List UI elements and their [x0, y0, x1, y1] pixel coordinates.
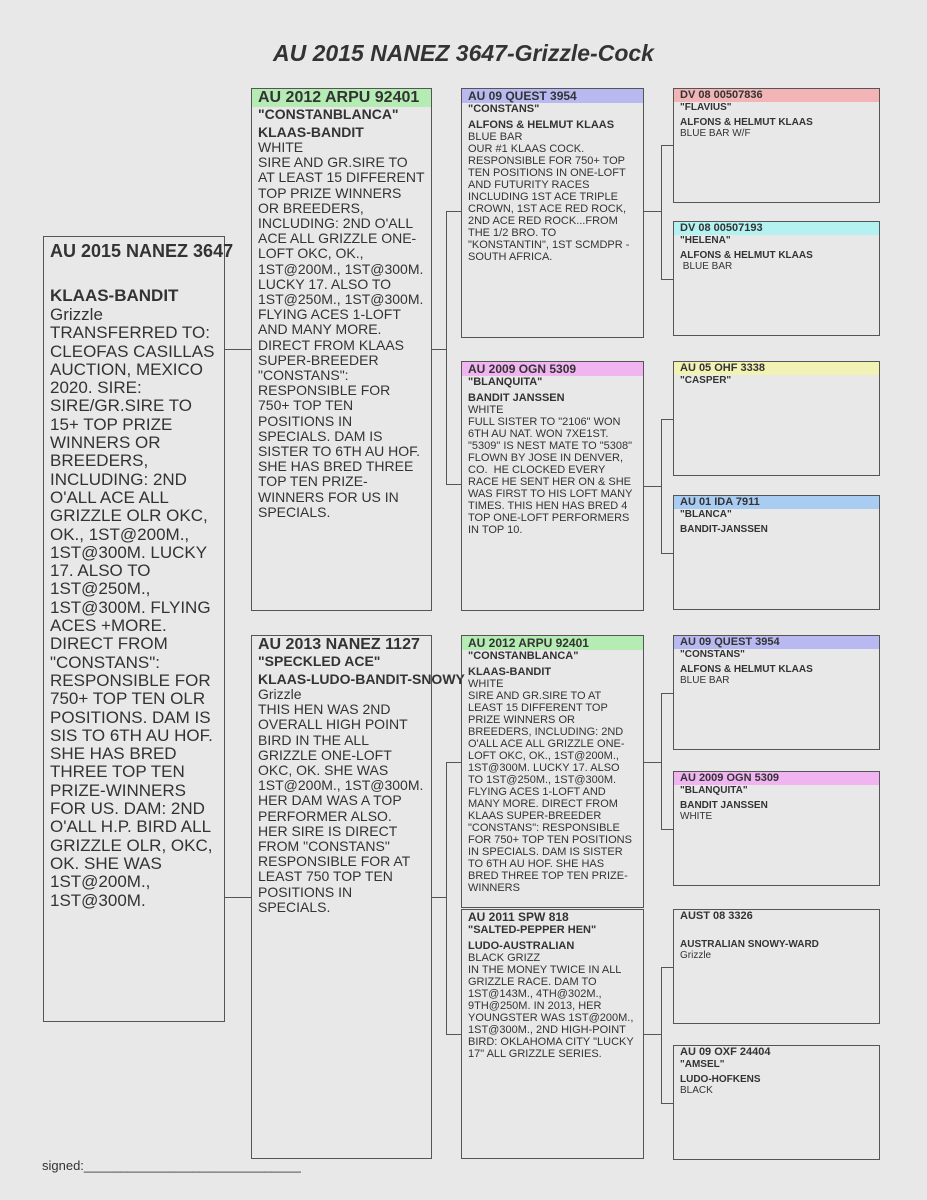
sds-nickname: "CASPER": [680, 375, 732, 386]
sss-nickname: "FLAVIUS": [680, 102, 732, 113]
sire-sire-band: AU 09 QUEST 3954: [462, 89, 643, 103]
subject-notes: TRANSFERRED TO: CLEOFAS CASILLAS AUCTION, MEXICO 2020. SIRE: SIRE/GR.SIRE TO 15+ TOP PRIZE WINNERS OR BREEDERS, INCLUDING: 2ND O'ALL ACE ALL GRIZZLE OLR OKC, OK., 1ST@200M., 1ST@300M. LUCKY 17. ALSO TO 1ST@250M., 1ST@300M. FLYING ACES +MORE. DIRECT FROM "CONSTANS": RESPONSIBLE FOR 750+ TOP TEN OLR POSITIONS. DAM IS SIS TO 6TH AU HOF. SHE HAS BRED THREE TOP TEN PRIZE-WINNERS FOR US. DAM: 2ND O'ALL H.P. BIRD ALL GRIZZLE OLR, OKC, OK. SHE WAS 1ST@200M., 1ST@300M.: [50, 323, 219, 910]
dam-name: KLAAS-LUDO-BANDIT-SNOWY: [258, 671, 465, 687]
dam-sire-name: KLAAS-BANDIT: [468, 666, 552, 678]
connector-dam-top: [446, 762, 461, 763]
dam-dam-nickname: "SALTED-PEPPER HEN": [468, 924, 597, 936]
sire-dam-nickname: "BLANQUITA": [468, 376, 543, 388]
connector-sire-h: [432, 349, 446, 350]
subject-card: [43, 236, 234, 1022]
sdd-card: [673, 495, 880, 610]
connector-subject-sire-h: [225, 349, 251, 350]
dds-name: AUSTRALIAN SNOWY-WARD: [680, 939, 819, 950]
dam-color: Grizzle: [258, 686, 302, 702]
sire-sire-nickname: "CONSTANS": [468, 103, 540, 115]
dam-sire-card: [461, 635, 644, 908]
dds-band: AUST 08 3326: [680, 910, 753, 922]
ddd-color: BLACK: [680, 1085, 713, 1096]
dam-nickname: "SPECKLED ACE": [258, 653, 381, 669]
sire-sire-card: [461, 88, 644, 338]
connector-sd-bot: [661, 553, 673, 554]
dam-sire-color: WHITE: [468, 678, 504, 690]
dsd-nickname: "BLANQUITA": [680, 785, 748, 796]
connector-sd-top: [661, 419, 673, 420]
dam-band: AU 2013 NANEZ 1127: [258, 636, 420, 653]
connector-ss-h: [644, 211, 661, 212]
sire-dam-name: BANDIT JANSSEN: [468, 392, 565, 404]
ddd-nickname: "AMSEL": [680, 1059, 725, 1070]
connector-ds-h: [644, 762, 661, 763]
sire-color: WHITE: [258, 139, 304, 155]
dam-sire-band: AU 2012 ARPU 92401: [462, 636, 643, 650]
dam-notes: THIS HEN WAS 2ND OVERALL HIGH POINT BIRD IN THE ALL GRIZZLE ONE-LOFT OKC, OK. SHE WAS 1ST@200M., 1ST@300M. HER DAM WAS A TOP PERFORMER ALSO. HER SIRE IS DIRECT FROM "CONSTANS" RESPONSIBLE FOR AT LEAST 750 TOP TEN POSITIONS IN SPECIALS.: [258, 701, 428, 915]
dam-dam-card: [461, 909, 644, 1159]
ssd-name: ALFONS & HELMUT KLAAS: [680, 250, 813, 261]
connector-dam-bot: [446, 1034, 461, 1035]
sdd-nickname: "BLANCA": [680, 509, 732, 520]
dss-name: ALFONS & HELMUT KLAAS: [680, 664, 813, 675]
sire-dam-band: AU 2009 OGN 5309: [462, 362, 643, 376]
ssd-band: DV 08 00507193: [674, 222, 879, 235]
dsd-color: WHITE: [680, 811, 713, 822]
sdd-band: AU 01 IDA 7911: [674, 496, 879, 509]
sss-color: BLUE BAR W/F: [680, 128, 751, 139]
ssd-nickname: "HELENA": [680, 235, 731, 246]
sire-sire-name: ALFONS & HELMUT KLAAS: [468, 119, 615, 131]
connector-ss-top: [661, 145, 673, 146]
sss-name: ALFONS & HELMUT KLAAS: [680, 117, 813, 128]
dsd-name: BANDIT JANSSEN: [680, 800, 768, 811]
dds-card: [673, 909, 880, 1024]
dam-dam-band: AU 2011 SPW 818: [468, 910, 569, 924]
connector-dd-v: [661, 967, 662, 1103]
sds-card: [673, 361, 880, 476]
sss-band: DV 08 00507836: [674, 89, 879, 102]
sire-sire-notes: OUR #1 KLAAS COCK. RESPONSIBLE FOR 750+ TOP TEN POSITIONS IN ONE-LOFT AND FUTURITY RACES INCLUDING 1ST ACE TRIPLE CROWN, 1ST ACE RED ROCK, 2ND ACE RED ROCK...FROM THE 1/2 BRO. TO "KONSTANTIN", 1ST SCMDPR - SOUTH AFRICA.: [468, 143, 633, 263]
ddd-band: AU 09 OXF 24404: [680, 1046, 771, 1058]
connector-ds-top: [661, 693, 673, 694]
subject-band: AU 2015 NANEZ 3647: [50, 241, 234, 261]
dss-nickname: "CONSTANS": [680, 649, 745, 660]
dam-dam-notes: IN THE MONEY TWICE IN ALL GRIZZLE RACE. DAM TO 1ST@143M., 4TH@302M., 9TH@250M. IN 2013, HER YOUNGSTER WAS 1ST@200M., 1ST@300M., 2ND HIGH-POINT BIRD: OKLAHOMA CITY "LUCKY 17" ALL GRIZZLE SERIES.: [468, 964, 637, 1060]
sss-card: [673, 88, 880, 203]
ddd-name: LUDO-HOFKENS: [680, 1074, 761, 1085]
sds-band: AU 05 OHF 3338: [674, 362, 879, 375]
connector-dam-h: [432, 897, 446, 898]
connector-ds-v: [661, 693, 662, 829]
dds-spacer: [680, 923, 873, 935]
dss-band: AU 09 QUEST 3954: [674, 636, 879, 649]
connector-sire-top: [446, 211, 461, 212]
sire-band: AU 2012 ARPU 92401: [252, 89, 431, 107]
sire-card: [251, 88, 432, 611]
sire-notes: SIRE AND GR.SIRE TO AT LEAST 15 DIFFERENT TOP PRIZE WINNERS OR BREEDERS, INCLUDING: 2ND O'ALL ACE ALL GRIZZLE ONE-LOFT OKC, OK., 1ST@200M., 1ST@300M. LUCKY 17. ALSO TO 1ST@250M., 1ST@300M. FLYING ACES 1-LOFT AND MANY MORE. DIRECT FROM KLAAS SUPER-BREEDER "CONSTANS": RESPONSIBLE FOR 750+ TOP TEN POSITIONS IN SPECIALS. DAM IS SISTER TO 6TH AU HOF. SHE HAS BRED THREE TOP TEN PRIZE-WINNERS FOR US IN SPECIALS.: [258, 154, 428, 520]
connector-sire-v: [446, 211, 447, 484]
connector-sd-v: [661, 419, 662, 553]
signature-line: signed:______________________________: [42, 1158, 301, 1173]
connector-ds-bot: [661, 829, 673, 830]
dss-card: [673, 635, 880, 750]
sire-sire-color: BLUE BAR: [468, 131, 523, 143]
sdd-name: BANDIT-JANSSEN: [680, 524, 768, 535]
connector-dam-v: [446, 762, 447, 1034]
sire-dam-card: [461, 361, 644, 611]
sire-name: KLAAS-BANDIT: [258, 124, 364, 140]
dam-sire-nickname: "CONSTANBLANCA": [468, 650, 579, 662]
dam-dam-color: BLACK GRIZZ: [468, 952, 541, 964]
dsd-card: [673, 771, 880, 886]
connector-dd-top: [661, 967, 673, 968]
connector-sire-bot: [446, 484, 461, 485]
sire-dam-notes: FULL SISTER TO "2106" WON 6TH AU NAT. WON 7XE1ST. "5309" IS NEST MATE TO "5308" FLOWN BY JOSE IN DENVER, CO. HE CLOCKED EVERY RACE HE SENT HER ON & SHE WAS FIRST TO HIS LOFT MANY TIMES. THIS HEN HAS BRED 4 TOP ONE-LOFT PERFORMERS IN TOP 10.: [468, 416, 636, 536]
ssd-card: [673, 221, 880, 336]
pedigree-title: AU 2015 NANEZ 3647-Grizzle-Cock: [273, 40, 654, 66]
connector-sd-h: [644, 486, 661, 487]
ssd-color: BLUE BAR: [680, 261, 733, 272]
dam-card: [251, 635, 465, 1159]
sire-nickname: "CONSTANBLANCA": [258, 106, 399, 122]
connector-dd-h: [644, 1034, 661, 1035]
dam-sire-notes: SIRE AND GR.SIRE TO AT LEAST 15 DIFFERENT TOP PRIZE WINNERS OR BREEDERS, INCLUDING: 2ND O'ALL ACE ALL GRIZZLE ONE-LOFT OKC, OK., 1ST@200M., 1ST@300M. LUCKY 17. ALSO TO 1ST@250M., 1ST@300M. FLYING ACES 1-LOFT AND MANY MORE. DIRECT FROM KLAAS SUPER-BREEDER "CONSTANS": RESPONSIBLE FOR 750+ TOP TEN POSITIONS IN SPECIALS. DAM IS SISTER TO 6TH AU HOF. SHE HAS BRED THREE TOP TEN PRIZE-WINNERS: [468, 690, 635, 894]
connector-ss-v: [661, 145, 662, 279]
connector-subject-dam-h: [225, 897, 251, 898]
dsd-band: AU 2009 OGN 5309: [674, 772, 879, 785]
sire-dam-color: WHITE: [468, 404, 504, 416]
subject-name: KLAAS-BANDIT: [50, 286, 179, 305]
ddd-card: [673, 1045, 880, 1160]
dds-color: Grizzle: [680, 950, 712, 961]
connector-dd-bot: [661, 1103, 673, 1104]
subject-color: Grizzle: [50, 305, 103, 324]
connector-ss-bot: [661, 279, 673, 280]
dss-color: BLUE BAR: [680, 675, 730, 686]
dam-dam-name: LUDO-AUSTRALIAN: [468, 940, 575, 952]
